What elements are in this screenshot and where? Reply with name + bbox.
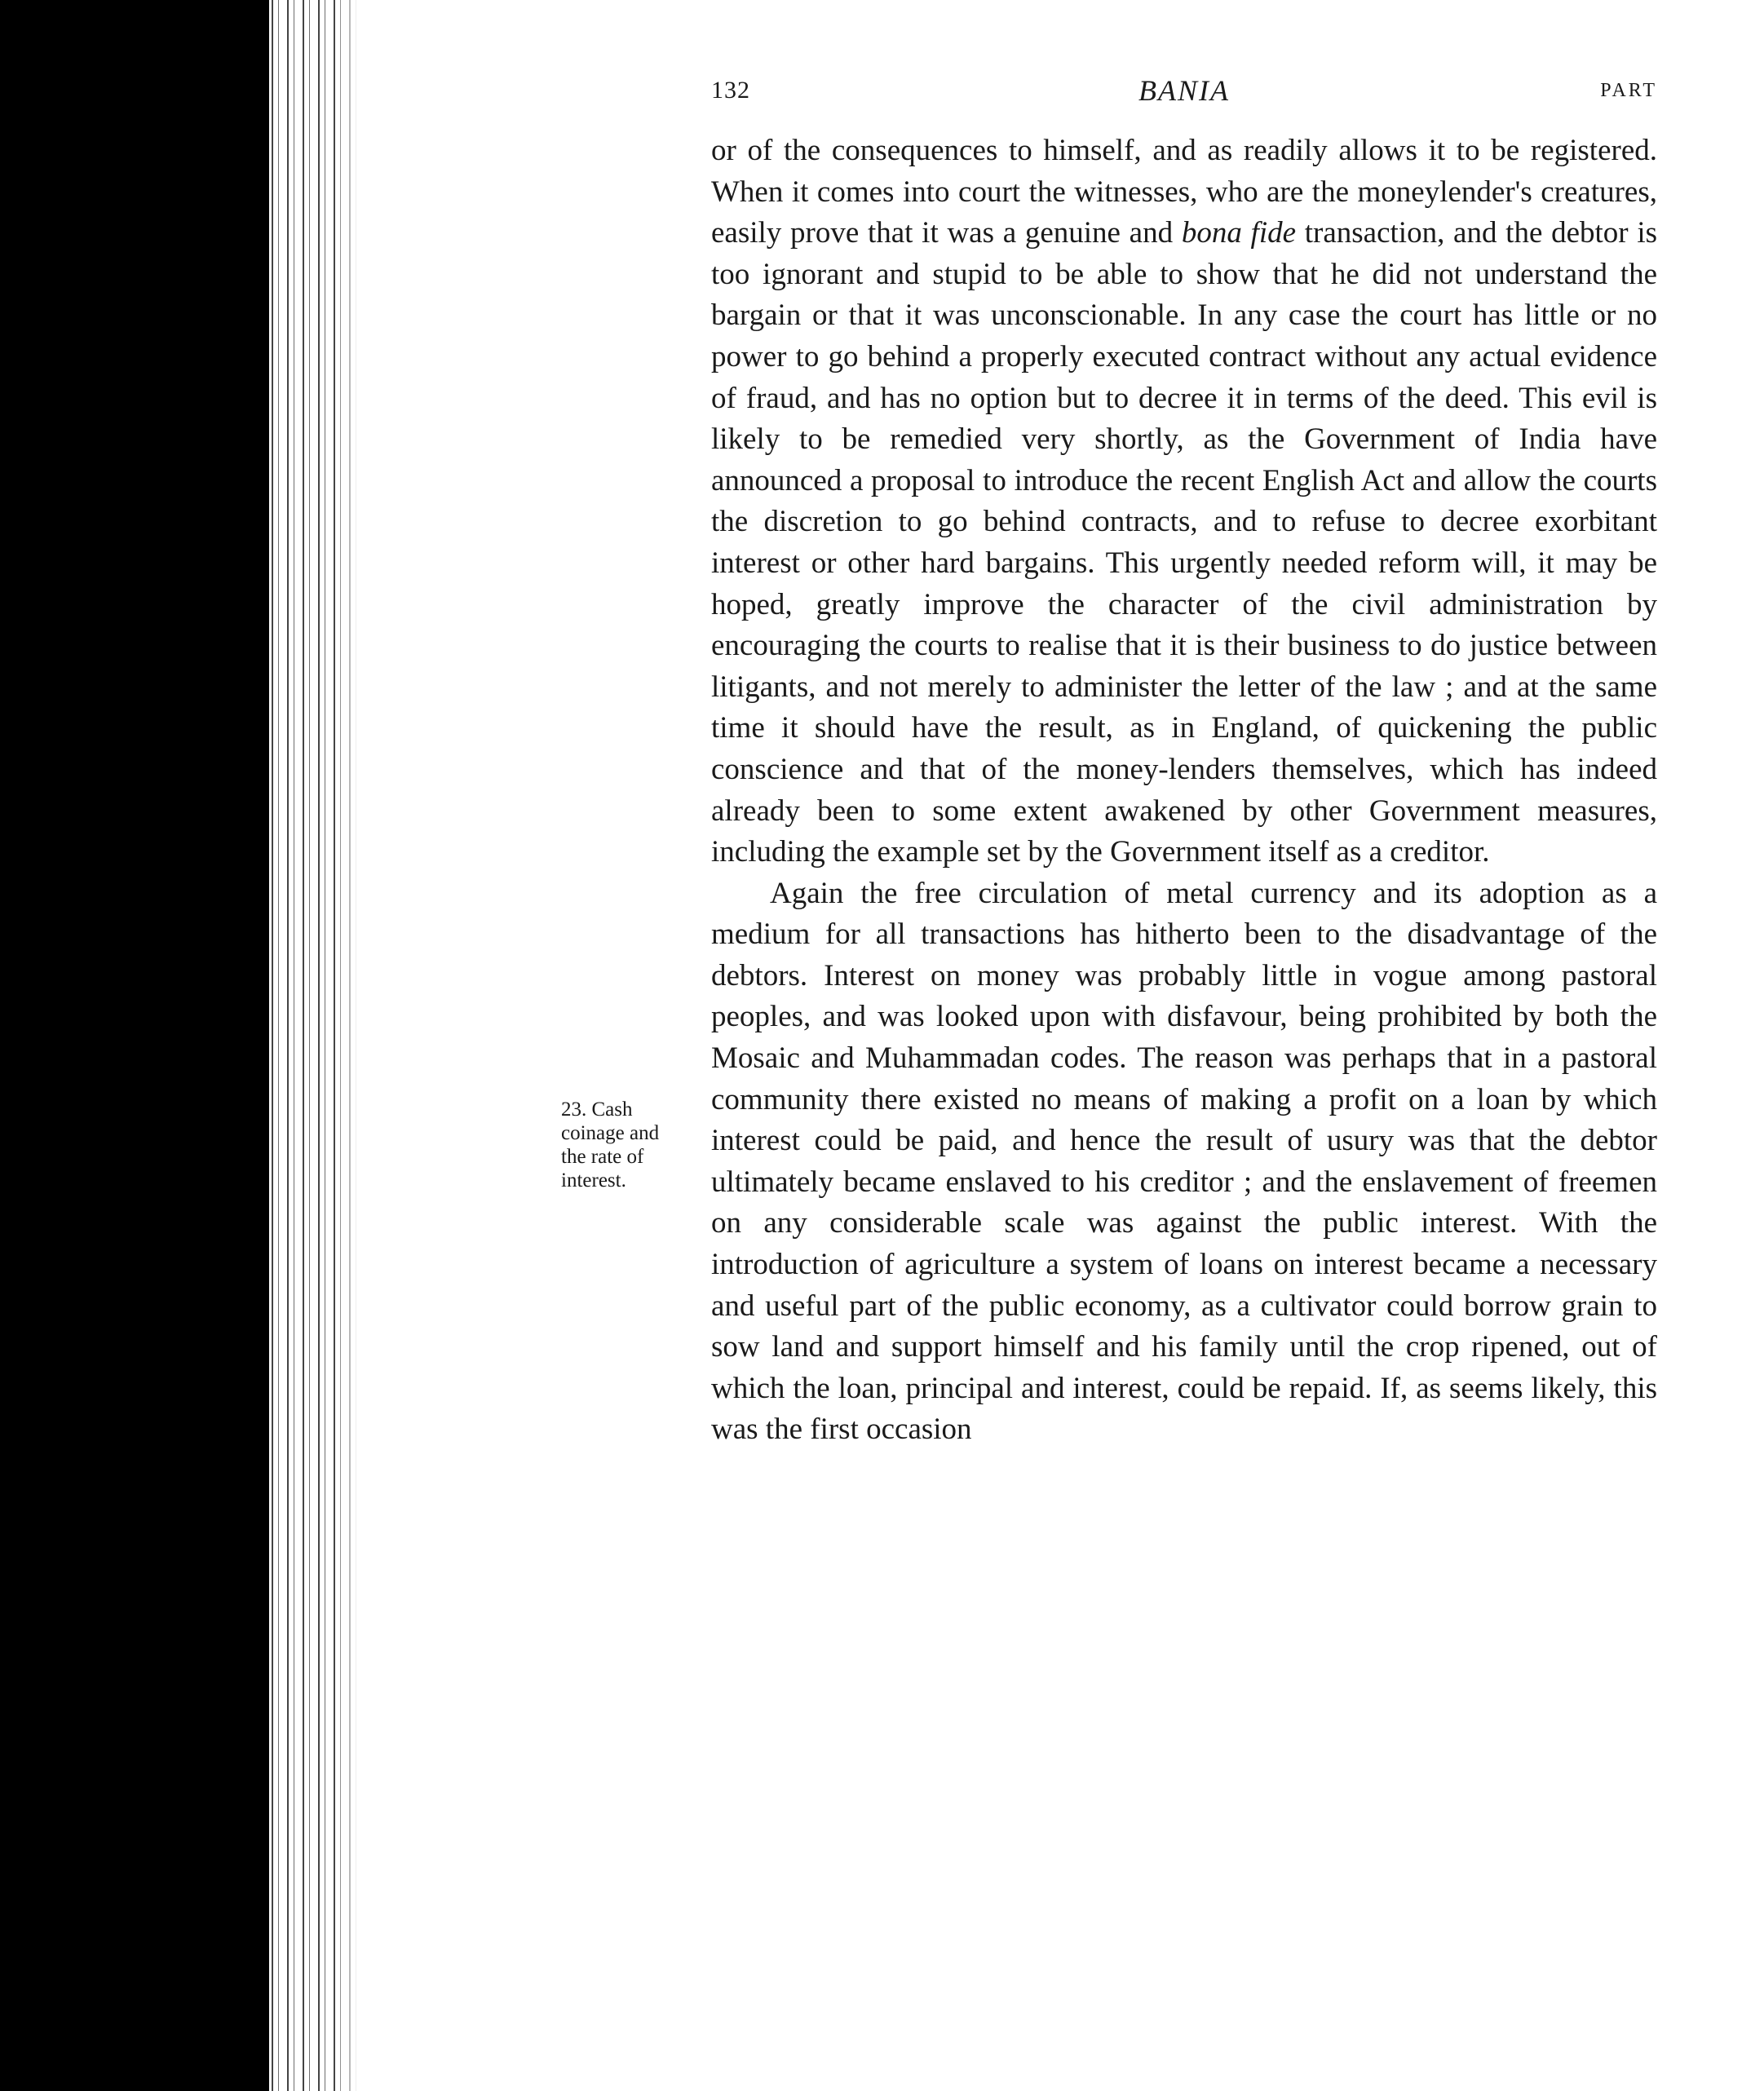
paragraph-1-text-a: or of the consequences to himself, and as readily allows it to be registered. When it comes into court the witnesses, who are the moneylender's creatures, easily prove that it was a genuine and: [711, 134, 1657, 250]
page-header: [711, 73, 1657, 113]
book-gutter-shadow: [0, 0, 269, 2091]
running-title: BANIA: [1138, 74, 1230, 107]
paragraph-1-text-b: transaction, and the debtor is too ignorant and stupid to be able to show that he did not understand the bargain or that it was unconscionable. In any case the court has little or no power to go behind a properly executed contract without any actual evidence of fraud, and has no option but to decree it in terms of the deed. This evil is likely to be remedied very shortly, as the Government of India have announced a proposal to introduce the recent English Act and allow the courts the discretion to go behind contracts, and to refuse to decree exorbitant interest or other hard bargains. This urgently needed reform will, it may be hoped, greatly improve the character of the civil administration by encouraging the courts to realise that it is their business to do justice between litigants, and not merely to administer the letter of the law ; and at the same time it should have the result, as in England, of quickening the public conscience and that of the money-lenders themselves, which has indeed already been to some extent awakened by other Government measures, including the example set by the Government itself as a creditor.: [711, 216, 1658, 869]
paragraph-1: [711, 130, 1657, 873]
gutter-fade: [334, 0, 359, 2091]
margin-sidenote: 23. Cash coinage and the rate of interest.: [561, 1099, 660, 1191]
page-number: 132: [711, 77, 750, 104]
body-text: [711, 130, 1657, 1451]
paragraph-2: Again the free circulation of metal currency and its adoption as a medium for all transactions has hitherto been to the disadvantage of the debtors. Interest on money was probably little in vogue among pastoral peoples, and was looked upon with disfavour, being prohibited by both the Mosaic and Muhammadan codes. The reason was perhaps that in a pastoral community there existed no means of making a profit on a loan by which interest could be paid, and hence the result of usury was that the debtor ultimately became enslaved to his creditor ; and the enslavement of freemen on any considerable scale was against the public interest. With the introduction of agriculture a system of loans on interest became a necessary and useful part of the public economy, as a cultivator could borrow grain to sow land and support himself and his family until the crop ripened, out of which the loan, principal and interest, could be repaid. If, as seems likely, this was the first occasion: [711, 876, 1657, 1447]
italic-phrase: bona fide: [1181, 216, 1297, 250]
part-label: PART: [1600, 80, 1657, 101]
